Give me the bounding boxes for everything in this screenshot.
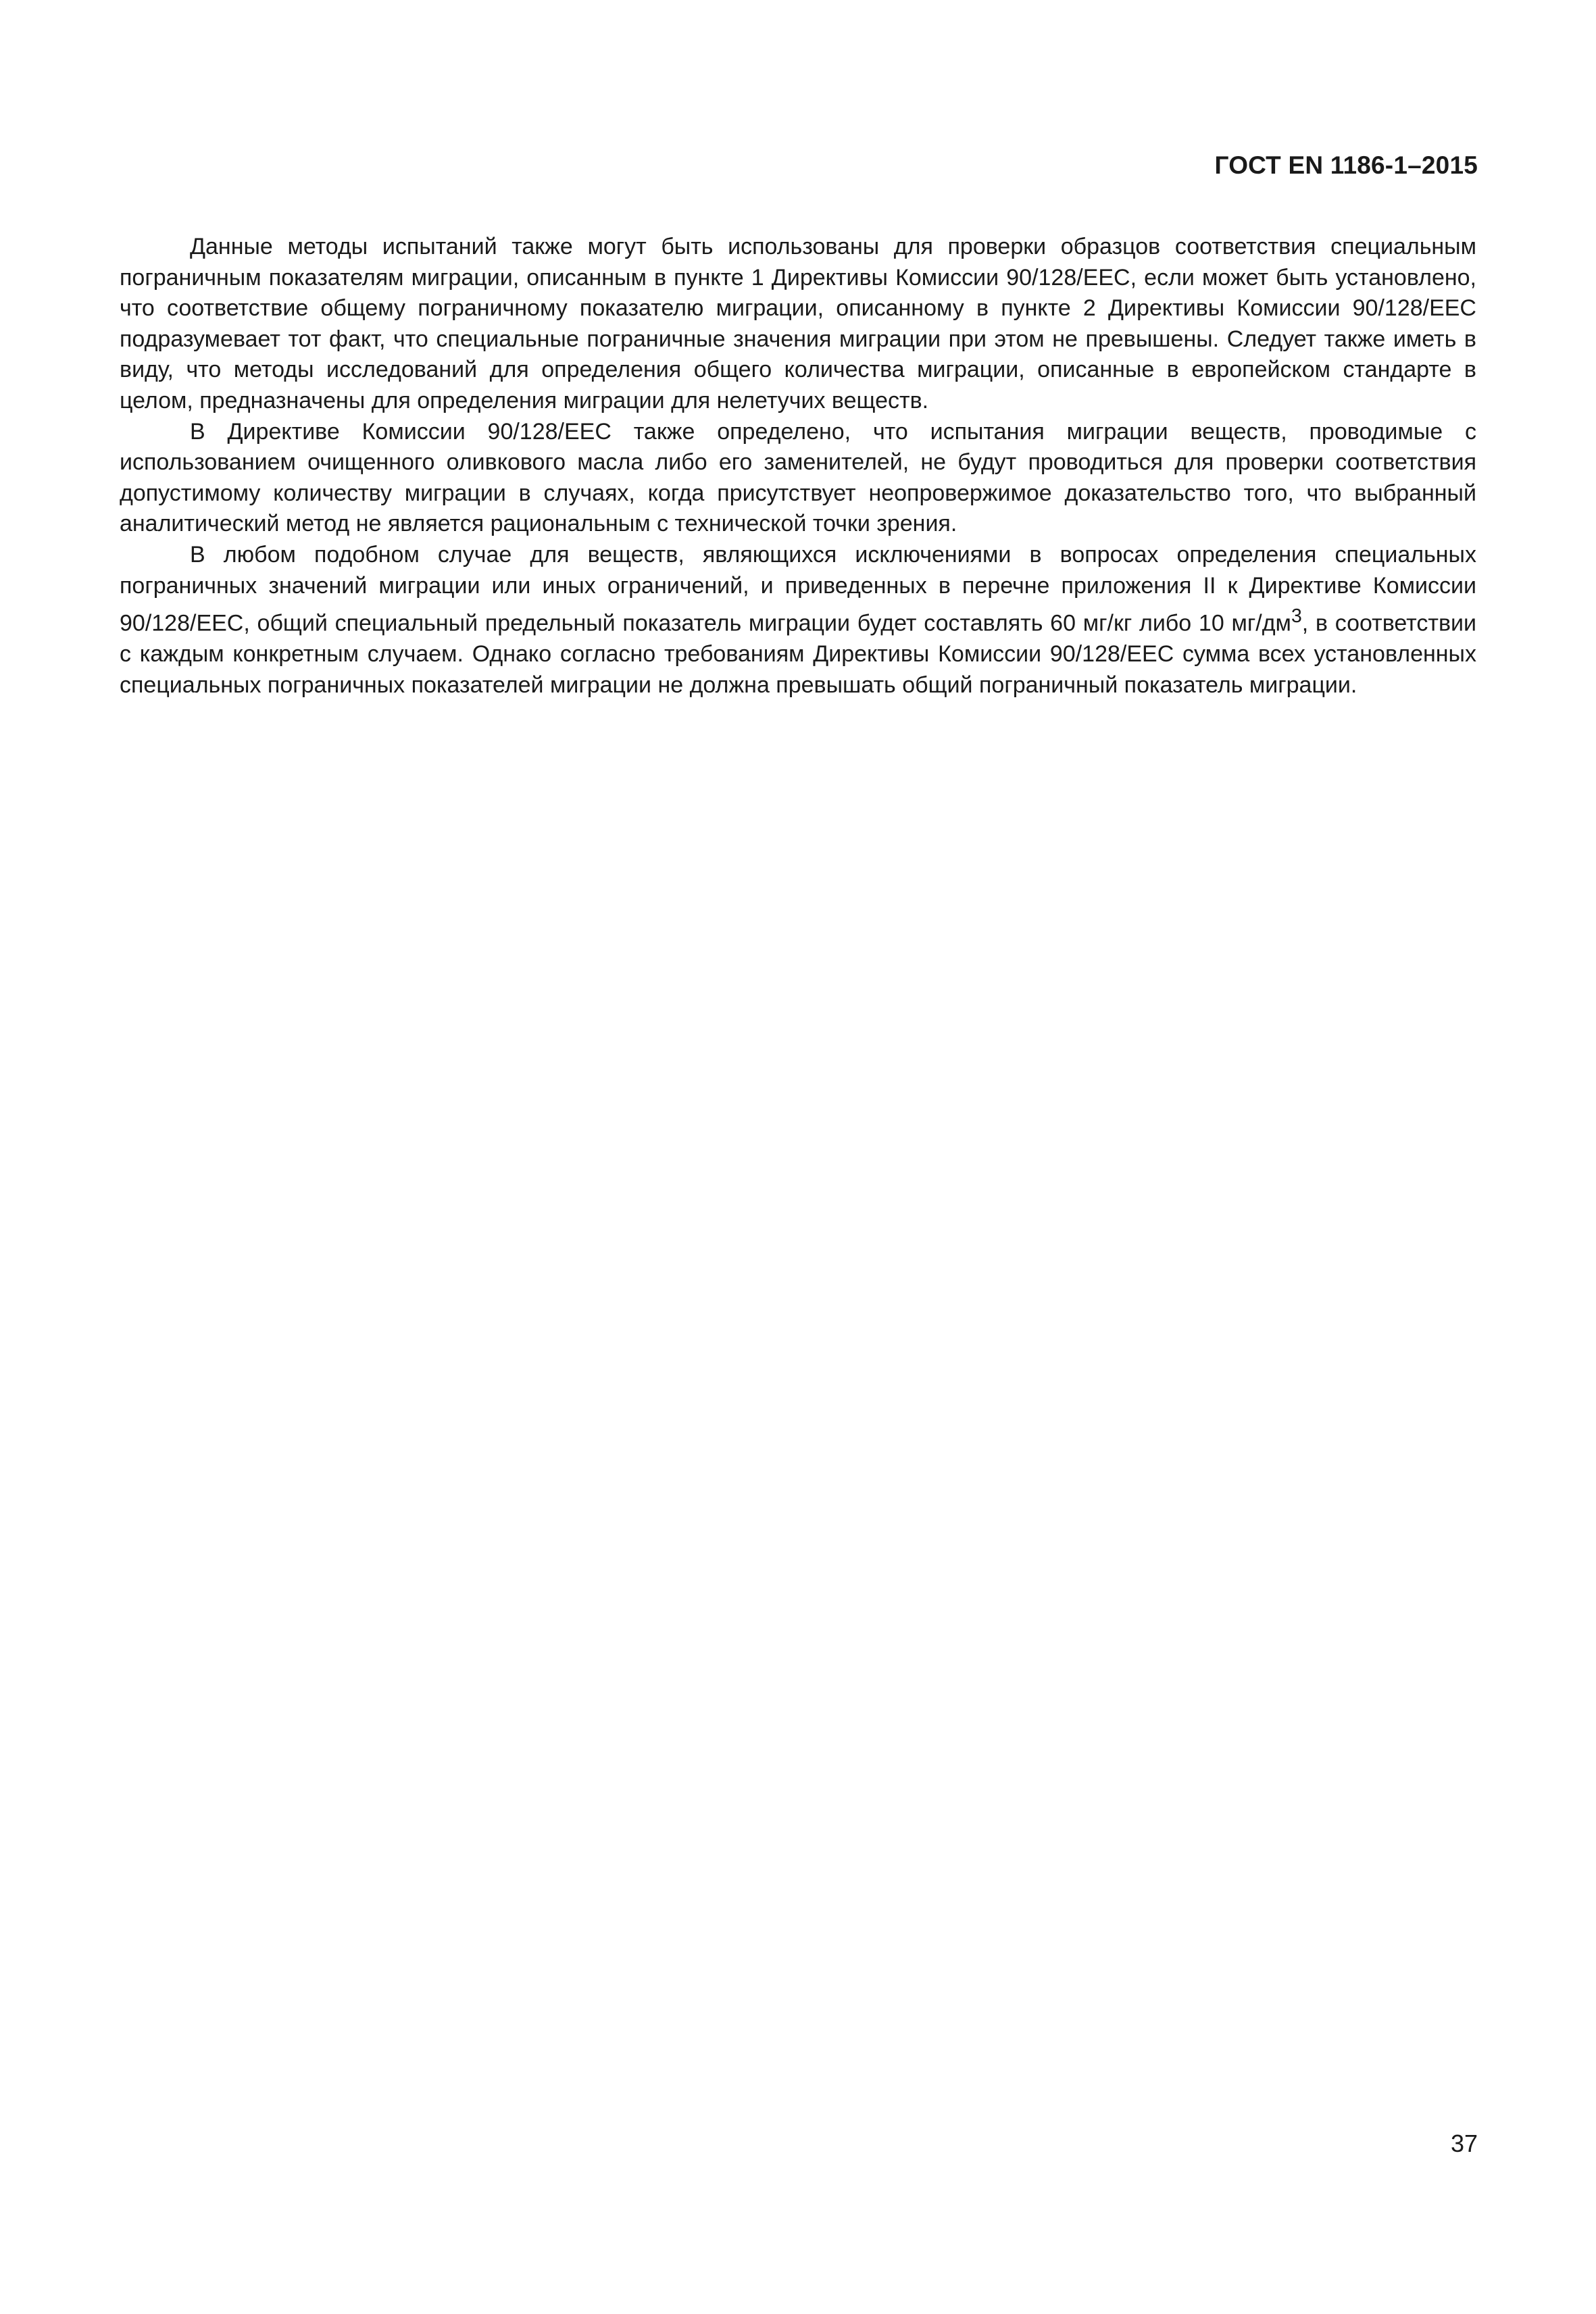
document-body bbox=[120, 232, 1476, 701]
paragraph-2: В Директиве Комиссии 90/128/EEC также определено, что испытания миграции веществ, проводимые с использованием очищенного оливкового масла либо его заменителей, не будут проводиться для проверки соответствия допустимому количеству миграции в случаях, когда присутствует неопровержимое доказательство того, что выбранный аналитический метод не является рациональным с технической точки зрения. bbox=[120, 418, 1476, 537]
paragraph-3-text-end: , в соответствии с каждым конкретным случаем. Однако согласно требованиям Директивы Комиссии 90/128/EEC сумма всех установленных специальных пограничных показателей миграции не должна превышать общий пограничный показатель миграции. bbox=[120, 610, 1476, 698]
document-code: ГОСТ EN 1186-1–2015 bbox=[1214, 151, 1478, 179]
paragraph-3-text-start: В любом подобном случае для веществ, являющихся исключениями в вопросах определения специальных пограничных значений миграции или иных ограничений, и приведенных в перечне приложения II к Директиве Комиссии 90/128/EEC, общий специальный предельный показатель миграции будет составлять 60 мг/кг либо 10 мг/дм bbox=[120, 541, 1476, 636]
paragraph-1: Данные методы испытаний также могут быть использованы для проверки образцов соответствия специальным пограничным показателям миграции, описанным в пункте 1 Директивы Комиссии 90/128/EEC, если может быть установлено, что соответствие общему пограничному показателю миграции, описанному в пункте 2 Директивы Комиссии 90/128/EEC подразумевает тот факт, что специальные пограничные значения миграции при этом не превышены. Следует также иметь в виду, что методы исследований для определения общего количества миграции, описанные в европейском стандарте в целом, предназначены для определения миграции для нелетучих веществ. bbox=[120, 234, 1476, 413]
paragraph-3 bbox=[120, 540, 1476, 701]
page-number: 37 bbox=[1450, 2130, 1478, 2157]
superscript-3: 3 bbox=[1291, 605, 1302, 628]
